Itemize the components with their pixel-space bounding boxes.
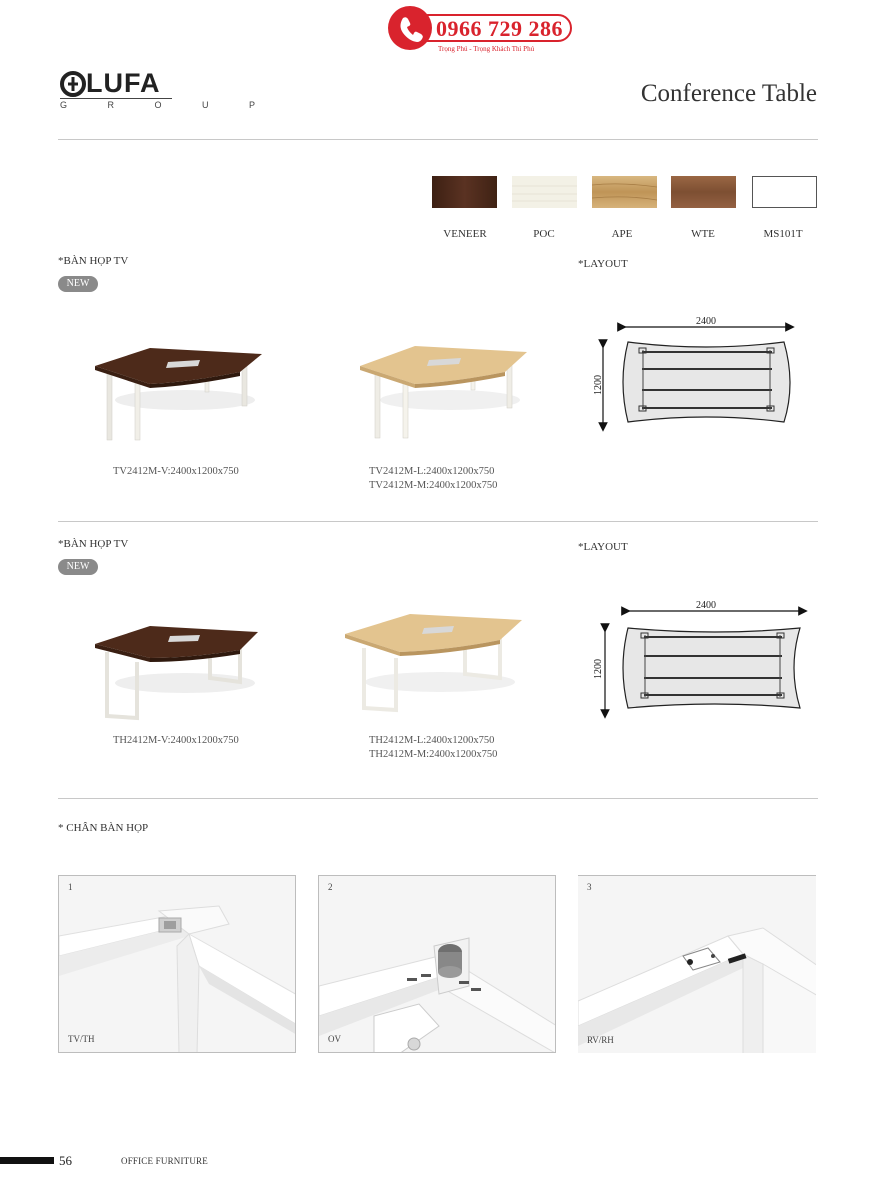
logo-wordmark: LUFA <box>86 68 161 98</box>
leg-panel-2-number: 2 <box>328 882 333 892</box>
legs-section-label: * CHÂN BÀN HỌP <box>58 822 149 834</box>
table-tv-veneer-image <box>90 340 270 445</box>
phone-tagline: Trọng Phú - Trọng Khách Thì Phú <box>438 45 535 53</box>
section-1-new-badge: NEW <box>58 276 98 292</box>
leg-panel-1 <box>58 875 296 1053</box>
page-title: Conference Table <box>640 80 817 107</box>
leg-ov-image <box>319 876 556 1053</box>
swatch-label-ape: APE <box>611 228 633 240</box>
section-2-label: *BÀN HỌP TV <box>58 538 129 550</box>
phone-number: 0966 729 286 <box>436 16 563 41</box>
logo-subtitle: G R O U P <box>60 100 275 110</box>
section-1-label: *BÀN HỌP TV <box>58 255 129 267</box>
page-number: 56 <box>59 1153 72 1168</box>
section-1-depth-dim: 1200 <box>593 375 604 395</box>
section-1-divider <box>58 521 818 522</box>
table-th-oak-image <box>340 610 530 720</box>
phone-icon <box>388 6 432 50</box>
section-2-depth-dim: 1200 <box>593 659 604 679</box>
leg-panel-1-label: TV/TH <box>68 1034 95 1044</box>
section-2-width-dim: 2400 <box>696 600 716 611</box>
section-2-divider <box>58 798 818 799</box>
section-1-layout-label: *LAYOUT <box>578 258 628 270</box>
swatch-label-veneer: VENEER <box>443 228 487 240</box>
swatch-label-ms101t: MS101T <box>763 228 803 240</box>
table-th-veneer-image <box>90 618 270 723</box>
brand-logo <box>60 68 275 110</box>
footer-bar <box>0 1157 54 1164</box>
swatch-poc <box>512 176 577 208</box>
section-2-layout-label: *LAYOUT <box>578 541 628 553</box>
leg-rv-rh-image <box>578 876 816 1053</box>
header-divider <box>58 139 818 140</box>
section-1-right-caption-1: TV2412M-L:2400x1200x750 <box>369 466 495 477</box>
leg-panel-3 <box>578 875 816 1053</box>
leg-panel-2-label: OV <box>328 1034 341 1044</box>
phone-badge[interactable] <box>388 6 574 52</box>
section-2-left-caption: TH2412M-V:2400x1200x750 <box>113 735 239 746</box>
table-tv-oak-image <box>355 340 535 445</box>
swatch-label-poc: POC <box>533 228 555 240</box>
footer-text: OFFICE FURNITURE <box>121 1156 208 1166</box>
phone-circle <box>388 6 432 50</box>
swatch-ms101t <box>752 176 817 208</box>
leg-panel-3-label: RV/RH <box>587 1035 614 1045</box>
swatch-wte <box>671 176 736 208</box>
swatch-veneer <box>432 176 497 208</box>
section-1-layout-diagram <box>590 312 810 437</box>
logo-mark-icon <box>60 71 86 97</box>
leg-panel-3-number: 3 <box>587 882 592 892</box>
section-1-width-dim: 2400 <box>696 316 716 327</box>
section-2-layout-diagram <box>590 596 815 721</box>
swatch-label-wte: WTE <box>691 228 715 240</box>
section-2-right-caption-2: TH2412M-M:2400x1200x750 <box>369 749 498 760</box>
leg-panel-1-number: 1 <box>68 882 73 892</box>
leg-tv-th-image <box>59 876 296 1053</box>
section-1-right-caption-2: TV2412M-M:2400x1200x750 <box>369 480 498 491</box>
leg-panel-2 <box>318 875 556 1053</box>
section-2-right-caption-1: TH2412M-L:2400x1200x750 <box>369 735 495 746</box>
swatch-ape <box>592 176 657 208</box>
section-1-left-caption: TV2412M-V:2400x1200x750 <box>113 466 239 477</box>
section-2-new-badge: NEW <box>58 559 98 575</box>
